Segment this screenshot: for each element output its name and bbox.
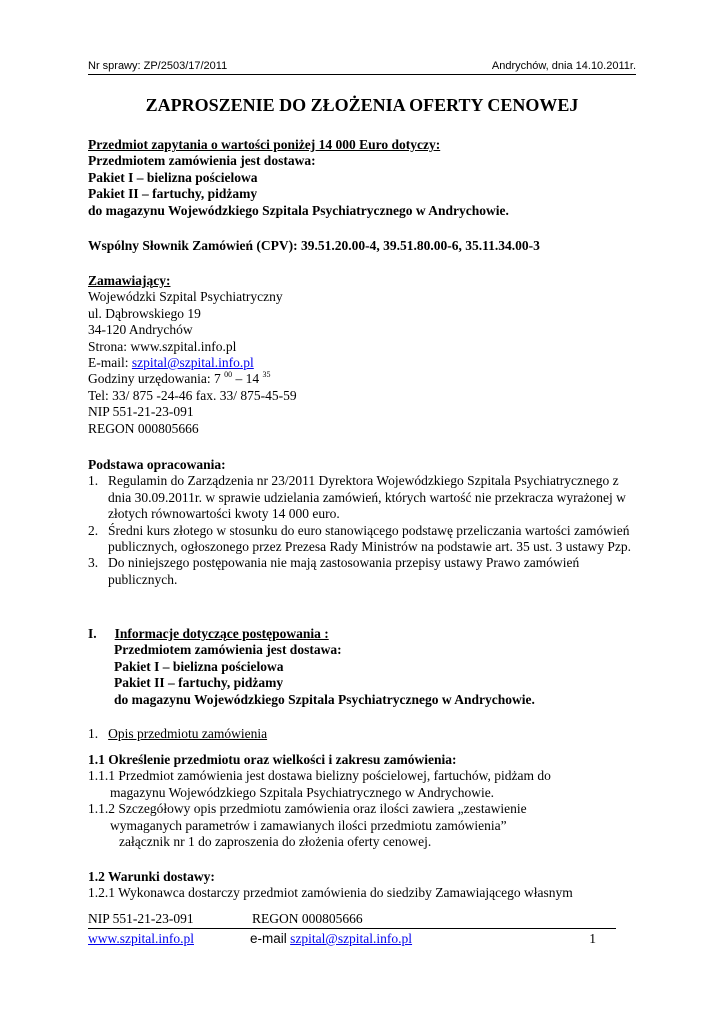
contracting-authority	[88, 273, 638, 437]
subject-line: Przedmiotem zamówienia jest dostawa:	[88, 153, 316, 169]
paragraph-line: 1.2.1 Wykonawca dostarczy przedmiot zamówienia do siedziby Zamawiającego własnym	[88, 885, 573, 901]
subsection-heading: 1.1 Określenie przedmiotu oraz wielkości i zakresu zamówienia:	[88, 752, 457, 767]
subject-block	[88, 137, 638, 219]
contracting-heading: Zamawiający:	[88, 273, 171, 288]
footer-nip: NIP 551-21-23-091	[88, 911, 194, 926]
footer-email-link[interactable]: szpital@szpital.info.pl	[290, 931, 413, 946]
document-title: ZAPROSZENIE DO ZŁOŻENIA OFERTY CENOWEJ	[145, 95, 579, 115]
authority-website: Strona: www.szpital.info.pl	[88, 338, 237, 354]
section-one	[88, 626, 638, 708]
subsection-1-1	[88, 752, 638, 850]
page-header	[88, 60, 636, 75]
section-line: Pakiet II – fartuchy, pidżamy	[114, 675, 284, 691]
office-hours	[88, 371, 638, 387]
description-heading	[88, 726, 638, 742]
subject-line: Pakiet II – fartuchy, pidżamy	[88, 186, 258, 202]
email-label: E-mail:	[88, 355, 132, 371]
list-item	[88, 523, 638, 556]
list-text: Do niniejszego postępowania nie mają zastosowania przepisy ustawy Prawo zamówień publicznych.	[108, 555, 580, 587]
case-number: Nr sprawy: ZP/2503/17/2011	[88, 60, 228, 72]
subsection-heading: 1.2 Warunki dostawy:	[88, 869, 215, 884]
place-date: Andrychów, dnia 14.10.2011r.	[491, 60, 636, 72]
description-title: Opis przedmiotu zamówienia	[108, 726, 268, 741]
section-line: do magazynu Wojewódzkiego Szpitala Psychiatrycznego w Andrychowie.	[114, 691, 535, 707]
description-number: 1.	[88, 726, 99, 741]
section-line: Przedmiotem zamówienia jest dostawa:	[114, 642, 342, 658]
footer-regon: REGON 000805666	[252, 911, 363, 926]
basis-heading: Podstawa opracowania:	[88, 457, 226, 472]
paragraph-line: 1.1.2 Szczegółowy opis przedmiotu zamówienia oraz ilości zawiera „zestawienie	[88, 801, 527, 817]
authority-nip: NIP 551-21-23-091	[88, 404, 194, 420]
subsection-1-2	[88, 869, 638, 902]
paragraph-line: załącznik nr 1 do zaproszenia do złożenia oferty cenowej.	[119, 834, 432, 850]
basis-section	[88, 457, 638, 588]
section-one-heading-line	[88, 626, 638, 642]
authority-street: ul. Dąbrowskiego 19	[88, 305, 201, 321]
hours-label: Godziny urzędowania: 7	[88, 371, 221, 387]
list-text: Średni kurs złotego w stosunku do euro stanowiącego podstawę przeliczania wartości zamówień publicznych, ogłoszonego przez Prezesa Rady Ministrów na podstawie art. 35 ust. 3 ustawy Pzp.	[108, 522, 632, 555]
footer-email-line	[250, 931, 412, 947]
page-number: 1	[589, 931, 596, 946]
footer-contacts	[88, 931, 616, 949]
paragraph-line: magazynu Wojewódzkiego Szpitala Psychiatrycznego w Andrychowie.	[110, 784, 495, 800]
hours-to: – 14	[232, 371, 260, 387]
section-line: Pakiet I – bielizna pościelowa	[114, 658, 284, 674]
subject-heading: Przedmiot zapytania o wartości poniżej 14 000 Euro dotyczy:	[88, 137, 441, 152]
email-link[interactable]: szpital@szpital.info.pl	[131, 355, 254, 371]
authority-name: Wojewódzki Szpital Psychiatryczny	[88, 289, 283, 305]
list-item	[88, 473, 638, 522]
subject-line: Pakiet I – bielizna pościelowa	[88, 169, 258, 185]
hours-from-minutes: 00	[224, 370, 233, 380]
authority-regon: REGON 000805666	[88, 420, 199, 436]
footer-website-link[interactable]: www.szpital.info.pl	[88, 931, 194, 946]
paragraph-line: wymaganych parametrów i zamawianych ilości przedmiotu zamówienia”	[110, 817, 507, 833]
subject-line: do magazynu Wojewódzkiego Szpitala Psychiatrycznego w Andrychowie.	[88, 202, 509, 218]
section-number: I.	[88, 626, 97, 641]
hours-to-minutes: 35	[262, 370, 271, 380]
basis-list	[88, 473, 638, 588]
section-heading: Informacje dotyczące postępowania :	[114, 626, 329, 641]
list-number: 1.	[88, 473, 99, 489]
list-text: Regulamin do Zarządzenia nr 23/2011 Dyrektora Wojewódzkiego Szpitala Psychiatrycznego z dnia 30.09.2011r. w sprawie udzielania zamówień, których wartość nie przekracza wyrażonej w złotych równowartości kwoty 14 000 euro.	[108, 473, 626, 522]
footer-ids	[88, 911, 616, 929]
cpv-codes: Wspólny Słownik Zamówień (CPV): 39.51.20.00-4, 39.51.80.00-6, 35.11.34.00-3	[88, 238, 540, 253]
footer-email-label: e-mail	[250, 931, 287, 946]
list-number: 2.	[88, 522, 99, 538]
authority-city: 34-120 Andrychów	[88, 322, 193, 338]
authority-email-line	[88, 355, 638, 371]
list-number: 3.	[88, 555, 99, 571]
authority-phone: Tel: 33/ 875 -24-46 fax. 33/ 875-45-59	[88, 387, 297, 403]
list-item	[88, 555, 638, 588]
paragraph-line: 1.1.1 Przedmiot zamówienia jest dostawa bielizny pościelowej, fartuchów, pidżam do	[88, 768, 551, 784]
